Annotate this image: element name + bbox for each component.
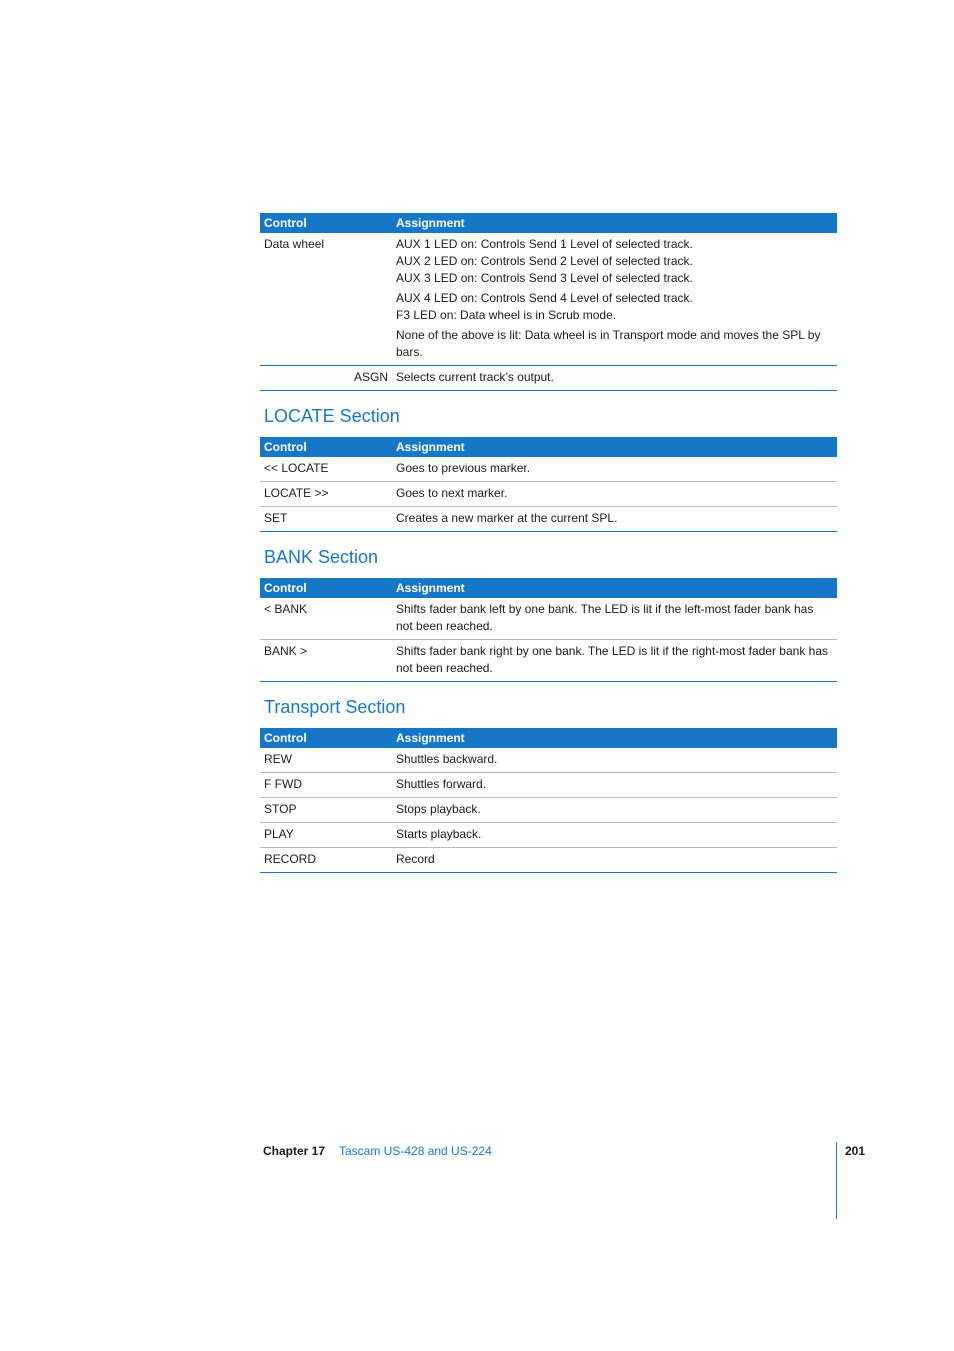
table-row	[260, 233, 837, 366]
control-cell: << LOCATE	[260, 457, 392, 482]
table-row	[260, 507, 837, 532]
control-cell: < BANK	[260, 598, 392, 640]
table-row	[260, 640, 837, 682]
assignment-paragraph	[396, 510, 833, 527]
assignment-cell	[392, 848, 837, 873]
assignment-paragraph	[396, 643, 833, 677]
assignment-line: AUX 4 LED on: Controls Send 4 Level of selected track.	[396, 291, 693, 305]
assignment-line: Stops playback.	[396, 802, 481, 816]
assignment-table	[260, 578, 837, 682]
table-row	[260, 823, 837, 848]
assignment-line: Goes to next marker.	[396, 486, 508, 500]
control-cell: PLAY	[260, 823, 392, 848]
column-header: Assignment	[392, 213, 837, 233]
assignment-cell	[392, 823, 837, 848]
assignment-paragraph	[396, 369, 833, 386]
table-row	[260, 482, 837, 507]
table-header-row	[260, 213, 837, 233]
table-row	[260, 366, 837, 391]
table-row	[260, 457, 837, 482]
assignment-table	[260, 728, 837, 873]
footer-chapter-title: Tascam US-428 and US-224	[339, 1144, 492, 1158]
assignment-line: Starts playback.	[396, 827, 482, 841]
assignment-line: F3 LED on: Data wheel is in Scrub mode.	[396, 308, 617, 322]
assignment-cell	[392, 366, 837, 391]
footer-divider	[836, 1142, 837, 1219]
table-header-row	[260, 578, 837, 598]
assignment-cell	[392, 773, 837, 798]
assignment-line: Selects current track’s output.	[396, 370, 554, 384]
column-header: Control	[260, 437, 392, 457]
control-cell: REW	[260, 748, 392, 773]
assignment-line: AUX 3 LED on: Controls Send 3 Level of selected track.	[396, 271, 693, 285]
control-cell: STOP	[260, 798, 392, 823]
column-header: Control	[260, 213, 392, 233]
control-cell: Data wheel	[260, 233, 392, 366]
control-cell: BANK >	[260, 640, 392, 682]
control-cell: LOCATE >>	[260, 482, 392, 507]
assignment-paragraph	[396, 236, 833, 287]
control-cell: RECORD	[260, 848, 392, 873]
assignment-line: Creates a new marker at the current SPL.	[396, 511, 618, 525]
assignment-cell	[392, 598, 837, 640]
assignment-paragraph	[396, 601, 833, 635]
assignment-cell	[392, 233, 837, 366]
table-row	[260, 798, 837, 823]
assignment-table	[260, 213, 837, 391]
page-content	[260, 213, 837, 873]
assignment-paragraph	[396, 290, 833, 324]
assignment-line: Shuttles forward.	[396, 777, 487, 791]
section-heading: Transport Section	[264, 697, 406, 717]
table-row	[260, 848, 837, 873]
assignment-line: AUX 2 LED on: Controls Send 2 Level of selected track.	[396, 254, 693, 268]
section-heading: LOCATE Section	[264, 406, 400, 426]
assignment-line: Record	[396, 852, 435, 866]
assignment-paragraph	[396, 776, 833, 793]
column-header: Assignment	[392, 578, 837, 598]
control-cell: F FWD	[260, 773, 392, 798]
assignment-line: Shuttles backward.	[396, 752, 498, 766]
assignment-paragraph	[396, 826, 833, 843]
assignment-cell	[392, 457, 837, 482]
assignment-cell	[392, 482, 837, 507]
assignment-cell	[392, 748, 837, 773]
footer-chapter: Chapter 17	[263, 1144, 326, 1158]
assignment-paragraph	[396, 327, 833, 361]
assignment-line: Shifts fader bank left by one bank. The LED is lit if the left-most fader bank has not been reached.	[396, 602, 814, 633]
assignment-paragraph	[396, 460, 833, 477]
column-header: Assignment	[392, 728, 837, 748]
assignment-paragraph	[396, 851, 833, 868]
assignment-cell	[392, 640, 837, 682]
assignment-table	[260, 437, 837, 532]
control-cell: SET	[260, 507, 392, 532]
assignment-cell	[392, 507, 837, 532]
assignment-line: AUX 1 LED on: Controls Send 1 Level of selected track.	[396, 237, 693, 251]
assignment-paragraph	[396, 801, 833, 818]
assignment-cell	[392, 798, 837, 823]
table-header-row	[260, 437, 837, 457]
page-number: 201	[845, 1144, 866, 1158]
assignment-paragraph	[396, 751, 833, 768]
table-row	[260, 598, 837, 640]
column-header: Assignment	[392, 437, 837, 457]
column-header: Control	[260, 728, 392, 748]
control-cell: ASGN	[260, 366, 392, 391]
assignment-paragraph	[396, 485, 833, 502]
table-row	[260, 773, 837, 798]
assignment-line: Goes to previous marker.	[396, 461, 531, 475]
section-heading: BANK Section	[264, 547, 379, 567]
assignment-line: Shifts fader bank right by one bank. The LED is lit if the right-most fader bank has not been reached.	[396, 644, 829, 675]
assignment-line: None of the above is lit: Data wheel is in Transport mode and moves the SPL by bars.	[396, 328, 821, 359]
table-row	[260, 748, 837, 773]
column-header: Control	[260, 578, 392, 598]
table-header-row	[260, 728, 837, 748]
